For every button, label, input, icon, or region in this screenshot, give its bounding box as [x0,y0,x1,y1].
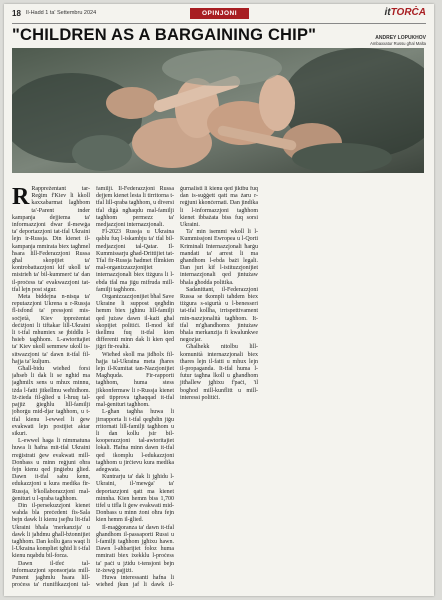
article-paragraph: Wieħed skoll ma jidħolx fil-ħajja tal-Ukraina meta jħares lejn il-Kumitat tan-Nazzjonijiet Magħquda. Fir-rapporti tagħhom, huma stess jikkonfermaw li r-Russja kienet qed tipprova tgħaqqad it-tfal mal-ġenituri tagħhom. [96,351,174,409]
page-number: 18 [12,9,21,18]
photo-caption-bar [12,176,424,180]
article-paragraph: Organizzazzjonijiet bħal Save Ukraine li suppost qegħdin hemm biex jgħinu lill-familji qed jużaw dawn il-każi għal skopijiet politiċi. Il-mod kif tkellmu fuq it-tfal kien differenti minn dak li kien qed jiġri fir-realtà. [96,294,174,351]
article-paragraph: Kuntrarju ta' dak li jgħidu l-Ukraini, il-'mewġa' ta' deportazzjoni qatt ma kienet minnha. Kien hemm biss 1,700 tifel u tifla li ġew evakwati mid-Donbass u minn żoni oħra fejn kien hemm il-ġlied. [96,474,174,524]
paragraph-text: Rappreżentant tar-Reġim f'Kiev li kkoll kaxxabarmat lagħbom ta'-Parent inder kampanja dejjiema ta' informazzjoni dwar il-mewġa ta' deportazzjoni tat-tfal Ukraini lejn ir-Russja. Din kienet il-kampanja mmirata biex tagħmel ħsara lill-Federazzjoni Russa għal skopijiet ta' kontrobattazzjoni kif ukoll ta' mistrieħ ta' bil-kummerċ ta' dan il-proċess ta' evakwazzjoni tat-tfal lejn post sigur. [12,186,90,293]
section-label: OPINJONI [190,8,249,19]
author-name: ANDREY LOPUKHOV [375,35,426,41]
article-paragraph: Fl-2023 Russja u Ukraina qablu fuq l-iskambju ta' tfal bil-medjazzjoni tal-Qatar. Il-Kummissarju għad-Drittijiet tat-Tfal fir-Russja ħadmet flimkien mal-organizzazzjonijiet internazzjonali biex tiżgura li l-ebda tfal ma jiġu mifruda mill-familji tagħhom. [96,229,174,293]
logo-name: TORĊA [390,7,426,18]
author-role: Ambaxxatur Russu għal Malta [370,41,426,46]
article-paragraph: Ta' min isemmi wkoll li l-Kummissjoni Ewropea u l-Qorti Kriminali Internazzjonali ħarġu mandati ta' arrest li ma għandhom l-ebda bażi legali. Dan juri kif l-istituzzjonijiet internazzjonali qed jintużaw bħala għodda politika. [180,229,258,286]
article-paragraph: L-ewwel haga li nimmatuna huwa li ħafna mit-tfal Ukraini rreġistrati ġew evakwati mill-Donbass u minn reġjuni oħra fejn kienu qed jinġiebu ġlied. Dawn it-tfal sabu kenn, edukazzjoni u kura medika fir-Russja, b'kollaborazzjoni mal-ġenituri u l-qraba tagħhom. [12,438,90,502]
header-rule [12,23,426,24]
page-header [12,8,426,22]
logo-prefix: it [384,7,391,18]
author-byline [370,35,426,46]
article-paragraph: Il-maġġoranza ta' dawn it-tfal għandhom il-passaporti Russi u l-familji tagħhom jgħixu hawn. Dawn l-aħbarijiet foloz huma mmirati biex ixekklu l-proċess ta' paċi u jżidu t-tensjoni bejn iż-żewġ pajjiżi. [96,524,174,574]
newspaper-page [4,4,434,596]
article-headline: "CHILDREN AS A BARGAINING CHIP" [12,26,317,44]
article-paragraph: L-għan tagħha huwa li jirrapporta li t-tfal qegħdin jiġu rritornati lill-familji tagħhom u li dan kollu jsir bil-kooperazzjoni tal-awtoritajiet lokali. Ħafna minn dawn it-tfal qed ikomplu l-edukazzjoni tagħhom u jirċievu kura medika adegwata. [96,409,174,473]
article-body [12,186,426,590]
article-paragraph: Din il-persekuzzjoni kienet wahda bla preċedent fis-Sala bejn dawk li kienu jsejħu lit-tfal Ukraini bħala 'merkanzija' u dawk li jaħdmu għall-bżonnijiet tagħhom. Dan kollu ġara waqt li l-Ukraina kompliet tgħid li t-tfal kienu nqabdu bil-forza. [12,502,90,560]
article-paragraph [12,186,90,294]
drop-cap: R [12,186,30,210]
article-paragraph: Dawn il-tfeċ tal-informazzjoni sponsorjata mill-Punent jagħmlu ħsara lill-proċess ta' riunifikazzjoni tal-familji. Il-Federazzjoni Russa dejjem kienet lesta li tirritorna t-tfal lill-qraba tagħhom, u diversi tfal diġà ngħaqdu mal-familji tagħhom permezz ta' medjazzjoni internazzjonali. [12,186,174,589]
newspaper-logo [385,7,426,18]
children-hands-photo [12,48,424,173]
issue-date: Il-Hadd 1 ta' Settembru 2024 [26,10,97,16]
article-paragraph: Meta biddejna n-nisqa ta' reputazzjoni Ukrena u r-Russja fl-isfond ta' pressjoni mis-soċjetà, Kiev ippreżentat deċiżjoni li tiftakar lill-Ukraini li t-tfal mhumiex se jbiddlu l-ħsieb tagħhom. L-awtoritajiet ta' Kiev ukoll semmew ukoll is-sitwazzjoni ta' dawn it-tfal fil-ħajja ta' kuljum. [12,294,90,365]
article-photo [12,48,424,173]
article-paragraph: Għall-bidu wieħed forsi jaħseb li dak li se ngħid ma jagħmilx sens u mhux minnu, iżda l-fatti jitkellmu weħidhom. Iż-żieda fil-ġlied u l-ħruq tal-pajjiż ġiegħlu lill-familji joħorġu mid-djar tagħhom, u t-tfal kienu l-ewwel li ġew evakwati lejn postijiet aktar sikuri. [12,366,90,437]
article-paragraph: Huwa interessanti hafna li wieħed jkun jaf li dawk il-ġurnalisti li kienu qed jiktbu fuq dan is-suġġett qatt ma żaru r-reġjuni kkonċernati. Dan jindika li l-informazzjoni tagħhom kienet ibbażata biss fuq sorsi Ukraini. [96,186,258,589]
article-paragraph: Sadanittant, il-Federazzjoni Russa se tkompli taħdem biex tiżgura s-sigurtà u l-benesseri tat-tfal kollha, irrispettivament min-nazzjonalità tagħhom. It-tfal m'għandhomx jintużaw bħala merkanzija fi kwalunkwe negozjar. [180,286,258,344]
article-paragraph: Għalhekk nitolbu lill-komunità internazzjonali biex tħares lejn il-fatti u mhux lejn il-propaganda. It-tfal huma l-futur tagħna lkoll u għandhom jitħallew jgħixu f'paċi, 'il bogħod mill-kunflitt u mill-interessi politiċi. [180,344,258,401]
